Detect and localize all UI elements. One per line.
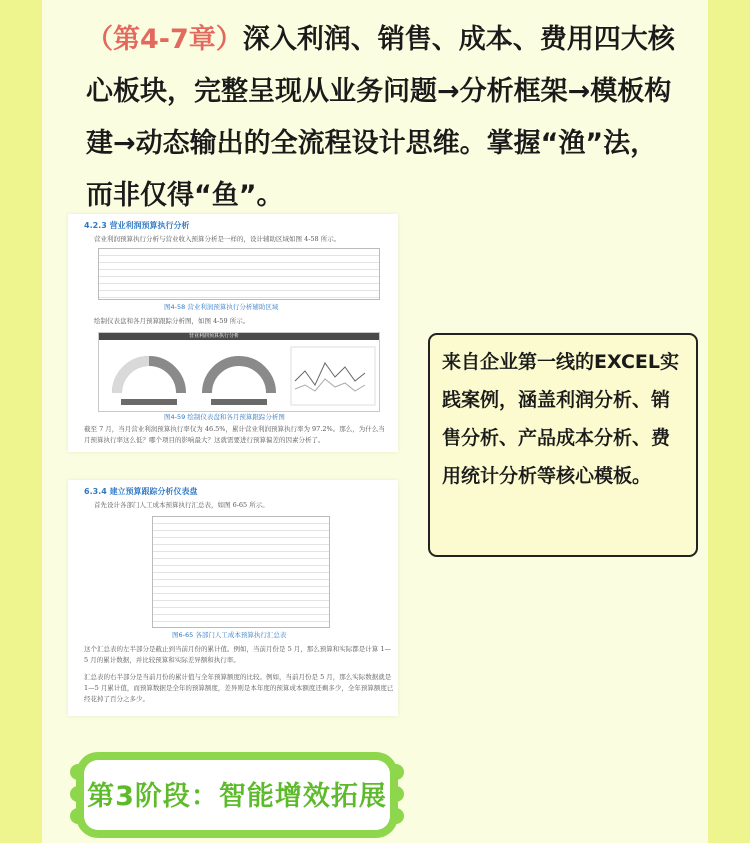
stage-title: 第3阶段：智能增效拓展 bbox=[87, 781, 387, 812]
gauges-and-line-chart bbox=[99, 341, 379, 411]
stage-badge bbox=[76, 752, 398, 838]
book-page-profit bbox=[68, 214, 398, 452]
dashboard-title: 营业利润预算执行分析 bbox=[189, 333, 240, 339]
page-text: 首先设计各部门人工成本预算执行汇总表，如图 6-65 所示。 bbox=[94, 501, 269, 509]
intro-paragraph bbox=[86, 14, 676, 222]
page-text: 营业利润预算执行分析与营业收入预算分析是一样的，设计辅助区域如图 4-58 所示。 bbox=[94, 235, 341, 243]
page-paragraph: 截至 7 月，当月营业利润预算执行率仅为 46.5%，累计营业利润预算执行率为 97.2%。那么，为什么当月预算执行率这么低？哪个项目的影响最大？这就需要进行预算偏差的因素分析了。 bbox=[84, 425, 385, 444]
spreadsheet-image bbox=[98, 248, 380, 300]
dashboard-image bbox=[98, 332, 380, 412]
book-page-cost bbox=[68, 480, 398, 716]
chapter-range: （第4-7章） bbox=[86, 24, 243, 55]
figure-caption: 图4-58 营业利润预算执行分析辅助区域 bbox=[164, 303, 279, 311]
page-paragraph: 这个汇总表的左半部分是截止到当前月份的累计值。例如，当前月份是 5 月，那么预算和实际都是计算 1—5 月的累计数据，并比较预算和实际差异额和执行率。 bbox=[84, 645, 391, 664]
callout-note: 来自企业第一线的EXCEL实践案例，涵盖利润分析、销售分析、产品成本分析、费用统计分析等核心模板。 bbox=[428, 333, 698, 557]
page-text: 绘制仪表盘和各月预算跟踪分析图，如图 4-59 所示。 bbox=[94, 317, 250, 325]
figure-caption: 图4-59 绘制仪表盘和各月预算跟踪分析图 bbox=[164, 413, 285, 421]
section-title: 4.2.3 营业利润预算执行分析 bbox=[84, 221, 190, 230]
figure-caption: 图6-65 各部门人工成本预算执行汇总表 bbox=[172, 631, 287, 639]
summary-table-image bbox=[152, 516, 330, 628]
section-title: 6.3.4 建立预算跟踪分析仪表盘 bbox=[84, 487, 198, 496]
page-paragraph: 汇总表的右半部分是当前月份的累计值与全年预算额度的比较。例如，当前月份是 5 月，那么实际数据就是 1—5 月累计值，而预算数据是全年的预算额度，差异则是本年度的预算成本额度还剩多少，全年预算额度已经花掉了百分之多少。 bbox=[84, 673, 394, 703]
intro-text: 深入利润、销售、成本、费用四大核心板块，完整呈现从业务问题→分析框架→模板构建→动态输出的全流程设计思维。掌握“渔”法，而非仅得“鱼”。 bbox=[86, 24, 675, 211]
